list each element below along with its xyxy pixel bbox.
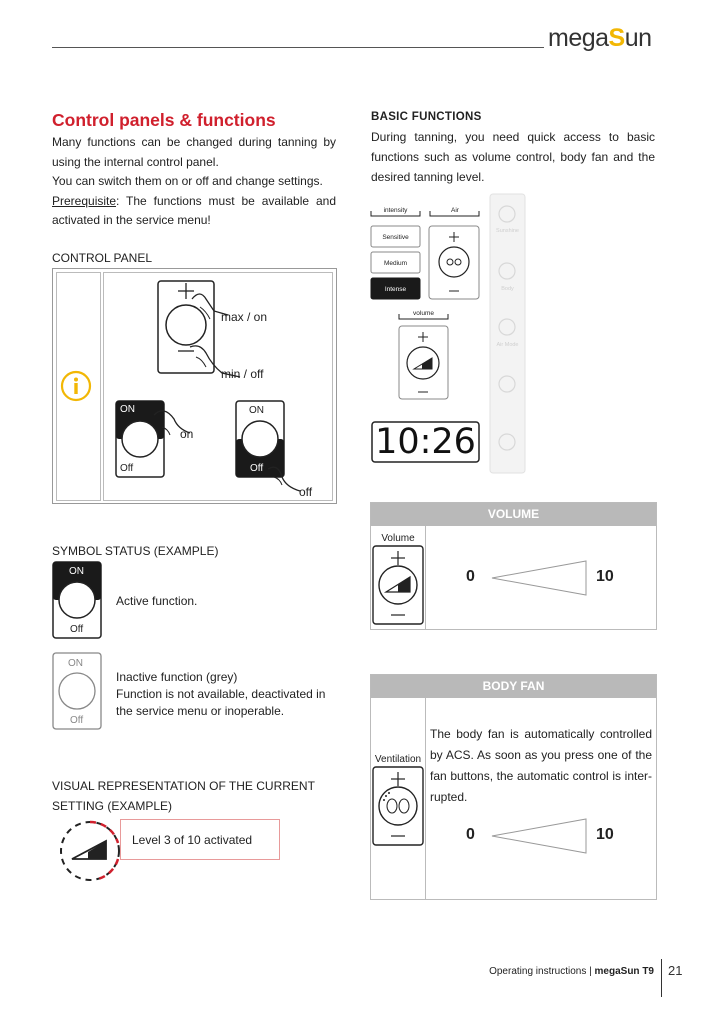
fan-max: 10: [596, 826, 614, 843]
volume-table-header: VOLUME: [371, 503, 656, 526]
volume-label: Volume: [381, 533, 415, 544]
on-label: ON: [249, 405, 264, 416]
page-number: 21: [668, 963, 683, 978]
basic-functions-text: During tanning, you need quick access to basic functions such as volume control, body fan and the desired tanning level.: [371, 130, 655, 184]
footer-divider: [661, 959, 662, 997]
volume-button-icon: [372, 545, 424, 625]
air-tab[interactable]: Air: [451, 207, 459, 214]
volume-ramp: [490, 559, 590, 597]
ventilation-label: Ventilation: [374, 754, 422, 765]
control-panel-heading: CONTROL PANEL: [52, 251, 153, 265]
off-label: Off: [120, 463, 134, 474]
level-text: Level 3 of 10 activated: [132, 833, 253, 847]
active-off-text: Off: [70, 624, 84, 635]
inactive-on-text: ON: [68, 658, 83, 669]
control-diagram: [104, 273, 330, 498]
on-label-active: ON: [120, 404, 135, 415]
intensity-tab[interactable]: intensity: [383, 207, 408, 214]
off-label-active: Off: [250, 463, 264, 474]
footer-text: Operating instructions | megaSun T9: [489, 966, 654, 977]
off-callout: off: [299, 485, 313, 499]
basic-functions-heading: BASIC FUNCTIONS: [371, 111, 482, 123]
volume-max: 10: [596, 568, 614, 585]
visual-representation-heading: VISUAL REPRESENTATION OF THE CURRENT SETTING (EXAMPLE): [52, 779, 315, 813]
level-intense-button[interactable]: Intense: [384, 286, 407, 293]
page-title: Control panels & functions: [52, 110, 276, 130]
time-display: 10:26: [375, 422, 476, 462]
volume-table-divider: [425, 526, 426, 629]
body-fan-table-header: BODY FAN: [371, 675, 656, 698]
symbol-status-heading: SYMBOL STATUS (EXAMPLE): [52, 544, 219, 558]
fan-description: The body fan is automatically controlled by ACS. As soon as you press one of the fan buttons, the automatic control is inter- rupted.: [430, 727, 652, 804]
ventilation-button-icon: [372, 766, 424, 846]
active-on-text: ON: [69, 566, 84, 577]
info-icon: [60, 370, 92, 402]
level-medium-button[interactable]: Medium: [383, 260, 408, 267]
inactive-off-text: Off: [70, 715, 84, 726]
brand-logo: megaSun: [548, 24, 652, 52]
max-on-label: max / on: [221, 310, 268, 324]
volume-min: 0: [466, 568, 475, 585]
active-function-text: Active function.: [116, 594, 198, 608]
volume-tab[interactable]: volume: [413, 310, 434, 317]
intro-text: Many functions can be changed during tanning by using the internal control panel. You can switch them on or off and change settings. Prerequisite: The functions must be available and activated in the service menu!: [52, 135, 336, 227]
fan-ramp: [490, 817, 590, 855]
min-off-label: min / off: [221, 367, 264, 381]
fan-min: 0: [466, 826, 475, 843]
side-airmode-label: Air Mode: [496, 342, 519, 348]
side-sunshine-label: Sunshine: [496, 228, 519, 234]
header-rule: [52, 47, 544, 48]
level-indicator-icon: [58, 819, 122, 883]
level-sensitive-button[interactable]: Sensitive: [382, 234, 409, 241]
on-callout: on: [180, 427, 194, 441]
prerequisite-label: Prerequisite: [52, 193, 117, 208]
side-body-label: Body: [501, 286, 514, 292]
inactive-description: Inactive function (grey) Function is not available, deactivated in the service menu or inoperable.: [116, 670, 326, 718]
body-fan-table-divider: [425, 698, 426, 899]
